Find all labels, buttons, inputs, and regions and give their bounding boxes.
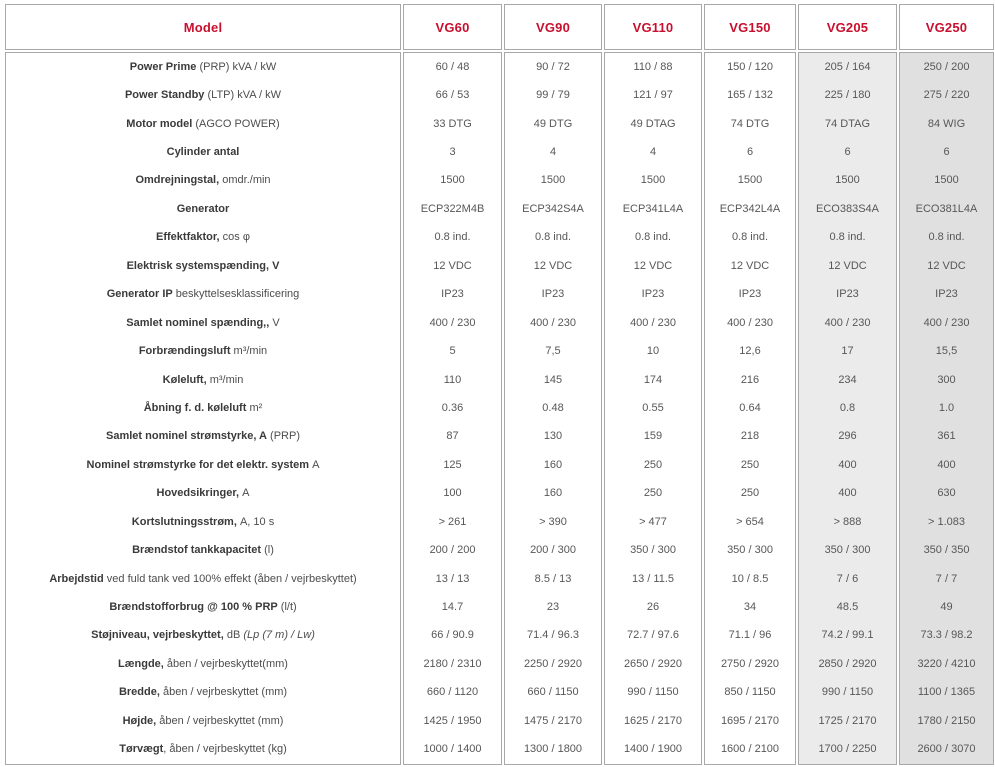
cell-value: 225 / 180 (824, 89, 871, 102)
row-label: Nominel strømstyrke for det elektr. system A (86, 458, 320, 471)
cell-value: 0.8 ind. (829, 231, 866, 244)
row-label: Forbrændingsluft m³/min (138, 345, 268, 358)
cell-value: 159 (643, 430, 663, 443)
row-label: Omdrejningstal, omdr./min (135, 174, 271, 187)
cell-value: 0.8 ind. (534, 231, 572, 244)
cell-value: 6 (746, 146, 754, 159)
cell-value: 990 / 1150 (821, 686, 874, 699)
cell-value: 1500 (440, 174, 465, 187)
cell-value: 350 / 300 (824, 544, 871, 557)
cell-value: 1425 / 1950 (423, 714, 482, 727)
cell-value: 4 (549, 146, 557, 159)
cell-value: 1500 (737, 174, 763, 187)
cell-value: ECO381L4A (915, 202, 978, 215)
cell-value: 990 / 1150 (627, 686, 679, 699)
model-header-vg60: VG60 (403, 4, 502, 50)
cell-value: 1500 (640, 174, 666, 187)
cell-value: 174 (643, 373, 663, 386)
row-label: Køleluft, m³/min (162, 373, 244, 386)
row-label: Elektrisk systemspænding, V (126, 259, 280, 272)
cell-value: 150 / 120 (727, 60, 773, 73)
cell-value: 14.7 (441, 601, 464, 614)
cell-value: 400 / 230 (429, 316, 476, 329)
cell-value: IP23 (935, 288, 958, 301)
cell-value: ECP322M4B (420, 202, 485, 215)
cell-value: 1695 / 2170 (720, 714, 780, 727)
cell-value: 400 / 230 (727, 316, 773, 329)
row-label: Samlet nominel spænding,, V (126, 316, 280, 329)
cell-value: 15,5 (935, 345, 958, 358)
cell-value: 8.5 / 13 (534, 572, 572, 585)
cell-value: 7 / 7 (935, 572, 958, 585)
cell-value: IP23 (836, 288, 859, 301)
cell-value: 160 (543, 458, 563, 471)
cell-value: 400 (838, 458, 857, 471)
cell-value: 7,5 (545, 345, 561, 358)
cell-value: 1475 / 2170 (523, 714, 583, 727)
cell-value: 400 / 230 (923, 316, 970, 329)
cell-value: 12 VDC (828, 259, 867, 272)
body-row (5, 52, 994, 765)
cell-value: 0.64 (739, 401, 761, 414)
cell-value: 218 (740, 430, 760, 443)
cell-value: 234 (838, 373, 857, 386)
value-column-vg205 (798, 52, 897, 765)
cell-value: 100 (443, 487, 462, 500)
cell-value: 6 (943, 146, 950, 159)
cell-value: 350 / 300 (630, 544, 676, 557)
cell-value: > 888 (833, 515, 862, 528)
cell-value: 99 / 79 (536, 89, 570, 102)
cell-value: ECP342L4A (719, 202, 781, 215)
cell-value: 0.8 ind. (434, 231, 471, 244)
cell-value: > 477 (639, 515, 667, 528)
cell-value: 0.48 (542, 401, 564, 414)
cell-value: 3 (449, 146, 456, 159)
cell-value: 60 / 48 (435, 60, 470, 73)
cell-value: 74 DTG (730, 117, 770, 130)
cell-value: 110 (443, 373, 462, 386)
cell-value: 66 / 53 (435, 89, 470, 102)
cell-value: 0.8 ind. (731, 231, 769, 244)
cell-value: 12 VDC (730, 259, 770, 272)
row-label: Hovedsikringer, A (156, 487, 250, 500)
cell-value: 250 / 200 (923, 60, 970, 73)
cell-value: 121 / 97 (633, 89, 673, 102)
row-label: Effektfaktor, cos φ (156, 231, 250, 244)
cell-value: 660 / 1150 (527, 686, 579, 699)
cell-value: 26 (646, 601, 660, 614)
cell-value: 12,6 (739, 345, 761, 358)
cell-value: 1100 / 1365 (917, 686, 976, 699)
value-column-vg90 (504, 52, 602, 765)
cell-value: 2850 / 2920 (818, 657, 877, 670)
cell-value: 361 (937, 430, 956, 443)
cell-value: 165 / 132 (727, 89, 773, 102)
cell-value: 2250 / 2920 (523, 657, 583, 670)
model-header-vg90: VG90 (504, 4, 602, 50)
row-label: Generator IP beskyttelsesklassificering (106, 288, 300, 301)
cell-value: 1500 (540, 174, 566, 187)
cell-value: 87 (446, 430, 459, 443)
cell-value: 71.4 / 96.3 (527, 629, 579, 642)
cell-value: 74 DTAG (824, 117, 871, 130)
cell-value: 6 (844, 146, 851, 159)
row-label: Åbning f. d. køleluft m² (143, 401, 263, 414)
row-label: Støjniveau, vejrbeskyttet, dB (Lp (7 m) / Lw) (91, 629, 315, 642)
cell-value: 400 / 230 (630, 316, 676, 329)
model-header-vg205: VG205 (798, 4, 897, 50)
cell-value: 250 (643, 487, 663, 500)
cell-value: 2600 / 3070 (917, 743, 976, 756)
cell-value: 0.55 (642, 401, 664, 414)
cell-value: 2180 / 2310 (423, 657, 482, 670)
cell-value: 0.8 (839, 401, 856, 414)
cell-value: ECP341L4A (622, 202, 684, 215)
cell-value: 0.8 ind. (634, 231, 672, 244)
cell-value: 1500 (835, 174, 860, 187)
cell-value: > 654 (736, 515, 764, 528)
row-label: Tørvægt , åben / vejrbeskyttet (kg) (119, 743, 287, 756)
label-column (5, 52, 401, 765)
header-row (5, 4, 994, 50)
cell-value: 74.2 / 99.1 (821, 629, 874, 642)
row-label: Brændstof tankkapacitet (l) (132, 544, 274, 557)
cell-value: 300 (937, 373, 956, 386)
cell-value: ECO383S4A (816, 202, 879, 215)
cell-value: 73.3 / 98.2 (920, 629, 973, 642)
cell-value: 5 (449, 345, 456, 358)
cell-value: 1.0 (938, 401, 955, 414)
value-column-vg110 (604, 52, 702, 765)
row-label: Generator (176, 202, 230, 215)
cell-value: 2750 / 2920 (720, 657, 780, 670)
cell-value: 10 (646, 345, 660, 358)
row-label: Brændstofforbrug @ 100 % PRP (l/t) (109, 601, 297, 614)
cell-value: 275 / 220 (923, 89, 970, 102)
cell-value: 1725 / 2170 (818, 714, 877, 727)
row-label: Længde, åben / vejrbeskyttet(mm) (118, 657, 288, 670)
spec-table (3, 2, 995, 767)
cell-value: 71.1 / 96 (728, 629, 772, 642)
cell-value: > 390 (539, 515, 567, 528)
cell-value: IP23 (441, 288, 464, 301)
cell-value: 48.5 (836, 601, 859, 614)
row-label: Power Prime (PRP) kVA / kW (129, 60, 277, 73)
cell-value: 72.7 / 97.6 (627, 629, 679, 642)
cell-value: IP23 (541, 288, 565, 301)
value-column-vg250 (899, 52, 994, 765)
cell-value: IP23 (641, 288, 665, 301)
cell-value: 1700 / 2250 (818, 743, 877, 756)
cell-value: 1500 (934, 174, 959, 187)
cell-value: 130 (543, 430, 563, 443)
cell-value: 1000 / 1400 (423, 743, 482, 756)
cell-value: 84 WIG (927, 117, 966, 130)
row-label: Højde, åben / vejrbeskyttet (mm) (122, 714, 284, 727)
cell-value: 160 (543, 487, 563, 500)
row-label: Motor model (AGCO POWER) (126, 117, 280, 130)
cell-value: 400 / 230 (530, 316, 576, 329)
cell-value: 13 / 13 (435, 572, 470, 585)
cell-value: 216 (740, 373, 760, 386)
cell-value: 33 DTG (433, 117, 472, 130)
cell-value: 34 (743, 601, 757, 614)
row-label: Bredde, åben / vejrbeskyttet (mm) (118, 686, 288, 699)
cell-value: 0.8 ind. (928, 231, 965, 244)
cell-value: 205 / 164 (824, 60, 871, 73)
cell-value: 630 (937, 487, 956, 500)
cell-value: 145 (543, 373, 563, 386)
model-header: Model (5, 4, 401, 50)
cell-value: > 261 (438, 515, 467, 528)
cell-value: 13 / 11.5 (632, 572, 674, 585)
cell-value: 110 / 88 (633, 60, 673, 73)
cell-value: 49 (940, 601, 953, 614)
cell-value: 17 (841, 345, 854, 358)
cell-value: 12 VDC (927, 259, 966, 272)
cell-value: 12 VDC (533, 259, 573, 272)
cell-value: 1400 / 1900 (623, 743, 683, 756)
cell-value: 250 (740, 487, 760, 500)
cell-value: ECP342S4A (522, 202, 584, 215)
cell-value: 400 (838, 487, 857, 500)
cell-value: 1300 / 1800 (523, 743, 583, 756)
cell-value: 1780 / 2150 (917, 714, 976, 727)
row-label: Cylinder antal (166, 146, 240, 159)
model-header-vg250: VG250 (899, 4, 994, 50)
cell-value: 10 / 8.5 (731, 572, 769, 585)
cell-value: 350 / 350 (923, 544, 970, 557)
cell-value: 66 / 90.9 (431, 629, 474, 642)
cell-value: 90 / 72 (536, 60, 570, 73)
row-label: Samlet nominel strømstyrke, A (PRP) (106, 430, 300, 443)
row-label: Power Standby (LTP) kVA / kW (124, 89, 282, 102)
cell-value: 400 (937, 458, 956, 471)
model-header-vg150: VG150 (704, 4, 796, 50)
cell-value: > 1.083 (927, 515, 965, 528)
cell-value: 49 DTG (533, 117, 573, 130)
cell-value: 850 / 1150 (724, 686, 776, 699)
value-column-vg150 (704, 52, 796, 765)
model-header-vg110: VG110 (604, 4, 702, 50)
cell-value: 0.36 (441, 401, 464, 414)
cell-value: IP23 (738, 288, 762, 301)
value-column-vg60 (403, 52, 502, 765)
row-label: Arbejdstid ved fuld tank ved 100% effekt (åben / vejrbeskyttet) (49, 572, 357, 585)
cell-value: 3220 / 4210 (917, 657, 976, 670)
row-labels (6, 53, 400, 764)
cell-value: 296 (838, 430, 857, 443)
cell-value: 250 (740, 458, 760, 471)
cell-value: 23 (546, 601, 560, 614)
cell-value: 250 (643, 458, 663, 471)
cell-value: 7 / 6 (836, 572, 859, 585)
cell-value: 200 / 200 (429, 544, 476, 557)
row-label: Kortslutningsstrøm, A, 10 s (131, 515, 275, 528)
cell-value: 12 VDC (633, 259, 673, 272)
cell-value: 200 / 300 (530, 544, 576, 557)
cell-value: 660 / 1120 (426, 686, 479, 699)
cell-value: 4 (649, 146, 657, 159)
cell-value: 400 / 230 (824, 316, 871, 329)
cell-value: 1600 / 2100 (720, 743, 780, 756)
cell-value: 49 DTAG (630, 117, 676, 130)
cell-value: 2650 / 2920 (623, 657, 683, 670)
cell-value: 1625 / 2170 (623, 714, 683, 727)
cell-value: 12 VDC (433, 259, 472, 272)
cell-value: 350 / 300 (727, 544, 773, 557)
cell-value: 125 (443, 458, 462, 471)
